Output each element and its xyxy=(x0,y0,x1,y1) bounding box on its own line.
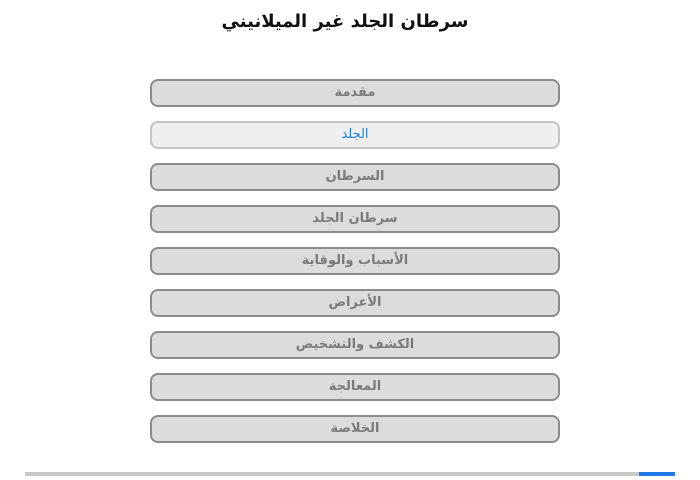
menu-item-cancer[interactable]: السرطان xyxy=(150,163,560,191)
progress-bar-fill xyxy=(639,472,675,476)
menu-item-causes-prevention[interactable]: الأسباب والوقاية xyxy=(150,247,560,275)
page-title: سرطان الجلد غير الميلانيني xyxy=(221,11,469,32)
menu-item-summary[interactable]: الخلاصة xyxy=(150,415,560,443)
menu-item-symptoms[interactable]: الأعراض xyxy=(150,289,560,317)
menu-item-treatment[interactable]: المعالجة xyxy=(150,373,560,401)
chapter-menu xyxy=(150,79,560,457)
menu-item-detection-diagnosis[interactable]: الكشف والتشخيص xyxy=(150,331,560,359)
menu-item-skin[interactable]: الجلد xyxy=(150,121,560,149)
menu-item-skin-cancer[interactable]: سرطان الجلد xyxy=(150,205,560,233)
progress-bar xyxy=(25,472,675,476)
menu-item-introduction[interactable]: مقدمة xyxy=(150,79,560,107)
